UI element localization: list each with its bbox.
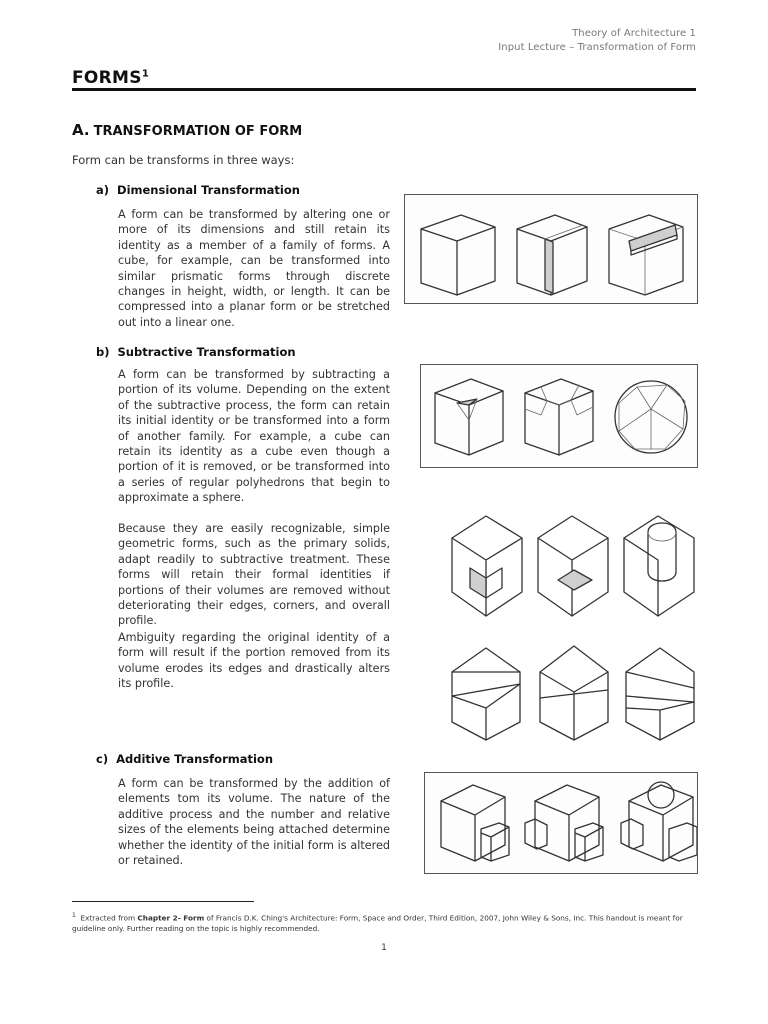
subheading-label: c)	[96, 752, 109, 766]
footnote-rule	[72, 901, 254, 902]
page-number: 1	[381, 943, 387, 953]
footnote-bold: Chapter 2- Form	[137, 913, 205, 923]
subheading-label: b)	[96, 345, 110, 359]
figure-additive-cubes	[424, 772, 698, 874]
paragraph-additive: A form can be transformed by the addition of elements tom its volume. The nature of the additive process and the number and relative sizes of the elements being attached determine whether the identity of the initial form is altered or retained.	[118, 777, 390, 868]
figure-subtractive-eroded	[440, 638, 696, 742]
section-heading	[72, 121, 302, 139]
intro-text: Form can be transforms in three ways:	[72, 153, 295, 167]
title-footnote-mark: 1	[141, 68, 150, 80]
subheading-subtractive	[96, 345, 296, 359]
paragraph-subtractive-3: Ambiguity regarding the original identity of a form will result if the portion removed from its volume erodes its edges and drastically alters its profile.	[118, 631, 390, 691]
figure-subtractive-solids	[440, 508, 696, 626]
subheading-label: a)	[96, 183, 110, 197]
subheading-dimensional	[96, 183, 300, 197]
subheading-text: Additive Transformation	[116, 752, 274, 766]
section-heading-text: TRANSFORMATION OF FORM	[93, 124, 303, 139]
paragraph-subtractive-2: Because they are easily recognizable, simple geometric forms, such as the primary solids, adapt readily to subtractive treatment. These forms will retain their formal identities if portions of their volumes are removed without deteriorating their edges, corners, and overall profile.	[118, 522, 390, 628]
page-title-text: FORMS	[72, 68, 142, 88]
footnote-text: of Francis D.K. Ching's Architecture: Form, Space and Order, Third Edition, 2007, John Wiley & Sons, Inc. This handout is meant for guideline only. Further reading on the topic is highly recommended.	[72, 913, 683, 934]
page-title	[72, 68, 149, 88]
footnote-mark: 1	[72, 912, 76, 919]
figure-dimensional-cubes	[404, 194, 698, 304]
paragraph-subtractive: A form can be transformed by subtracting a portion of its volume. Depending on the extent of the subtractive process, the form can retain its initial identity or be transformed into a form of another family. For example, a cube can retain its identity as a cube even though a portion of it is removed, or be transformed into a series of regular polyhedrons that begin to approximate a sphere.	[118, 368, 390, 505]
footnote-prefix: Extracted from	[80, 913, 138, 923]
header-lecture: Input Lecture – Transformation of Form	[498, 42, 696, 53]
subheading-additive	[96, 752, 273, 766]
header-course: Theory of Architecture 1	[572, 28, 696, 39]
figure-subtractive-polyhedrons	[420, 364, 698, 468]
paragraph-dimensional: A form can be transformed by altering one or more of its dimensions and still retain its identity as a member of a family of forms. A cube, for example, can be transformed into similar prismatic forms through discrete changes in height, width, or length. It can be compressed into a planar form or be stretched out into a linear one.	[118, 208, 390, 329]
title-rule	[72, 88, 696, 91]
section-letter: A.	[72, 121, 90, 139]
subheading-text: Dimensional Transformation	[117, 183, 300, 197]
subheading-text: Subtractive Transformation	[117, 345, 296, 359]
footnote	[72, 910, 696, 934]
